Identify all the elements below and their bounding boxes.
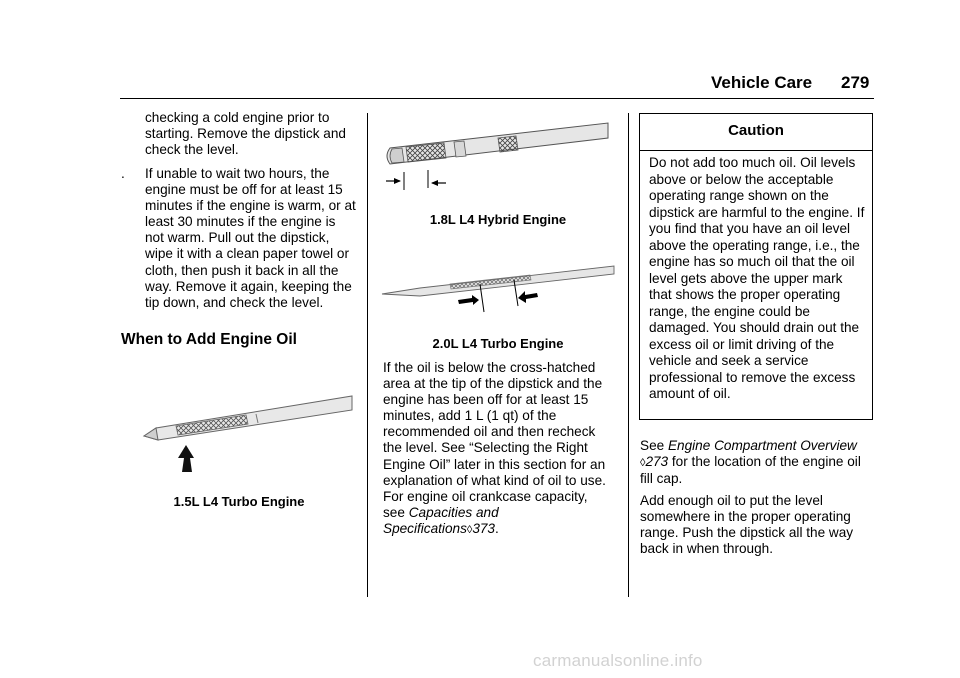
up-arrow-icon [178, 445, 194, 472]
dipstick-2-0l-figure [380, 258, 616, 318]
xref-marker: ◊ [466, 523, 473, 536]
page-number: 279 [841, 73, 870, 92]
figure-caption-1-8l: 1.8L L4 Hybrid Engine [429, 212, 567, 227]
see-compartment-paragraph [640, 438, 874, 487]
right-arrow-icon [458, 295, 479, 305]
caution-box [639, 113, 873, 420]
capacities-link[interactable]: Capacities and Specifications [383, 504, 499, 536]
figure-caption-2-0l: 2.0L L4 Turbo Engine [432, 336, 564, 351]
bullet-paragraph: If unable to wait two hours, the engine must be off for at least 15 minutes if the engine is warm, or at least 30 minutes if the engine is not warm. Pull out the dipstick, wipe it with a clean paper towel or cloth, then push it back in all the way. Remove it again, keeping the tip down, and check the level. [145, 166, 356, 310]
dipstick-1-8l-figure [380, 118, 610, 198]
add-oil-paragraph: Add enough oil to put the level somewhere in the proper operating range. Push the dipstick all the way back in when through. [640, 493, 854, 557]
column-divider-left [367, 113, 368, 597]
section-title: Vehicle Care [711, 73, 813, 92]
oil-level-text: If the oil is below the cross-hatched area at the tip of the dipstick and the engine has been off for at least 15 minutes, add 1 L (1 qt) of the recommended oil and then recheck the level. See “Selecting the Right Engine Oil” later in this section for an explanation of what kind of oil to use. For engine oil crankcase capacity, see [383, 360, 606, 520]
caution-title: Caution [728, 122, 784, 139]
figure-caption-1-5l: 1.5L L4 Turbo Engine [173, 494, 305, 509]
oil-level-paragraph [383, 360, 613, 538]
engine-compartment-link[interactable]: Engine Compartment Overview [667, 438, 857, 453]
column-divider-right [628, 113, 629, 597]
see-suffix: for the location of the engine oil fill cap. [640, 454, 861, 487]
caution-rule [640, 150, 872, 151]
xref-marker: ◊ [640, 457, 646, 470]
left-arrow-icon [518, 291, 538, 303]
engine-compartment-page-ref[interactable]: 273 [645, 454, 669, 470]
continued-paragraph: checking a cold engine prior to starting. Remove the dipstick and check the level. [145, 110, 346, 158]
right-arrow-icon [394, 178, 401, 184]
section-heading: When to Add Engine Oil [121, 331, 297, 348]
caution-text: Do not add too much oil. Oil levels above or below the acceptable operating range shown on the dipstick are harmful to the engine. If you find that you have an oil level above the operating range, i.e., the engine has so much oil that the oil level gets above the upper mark that shows the proper operating range, the engine could be damaged. You should drain out the excess oil or limit driving of the vehicle and seek a service professional to remove the excess amount of oil. [649, 155, 865, 401]
period: . [495, 520, 499, 536]
dipstick-1-5l-figure [136, 388, 358, 488]
watermark: carmanualsonline.info [533, 651, 703, 670]
left-arrow-icon [431, 180, 438, 186]
header-rule [120, 98, 874, 99]
bullet-marker: . [121, 166, 125, 181]
see-prefix: See [640, 438, 668, 453]
capacities-page-ref[interactable]: 373 [472, 520, 495, 536]
